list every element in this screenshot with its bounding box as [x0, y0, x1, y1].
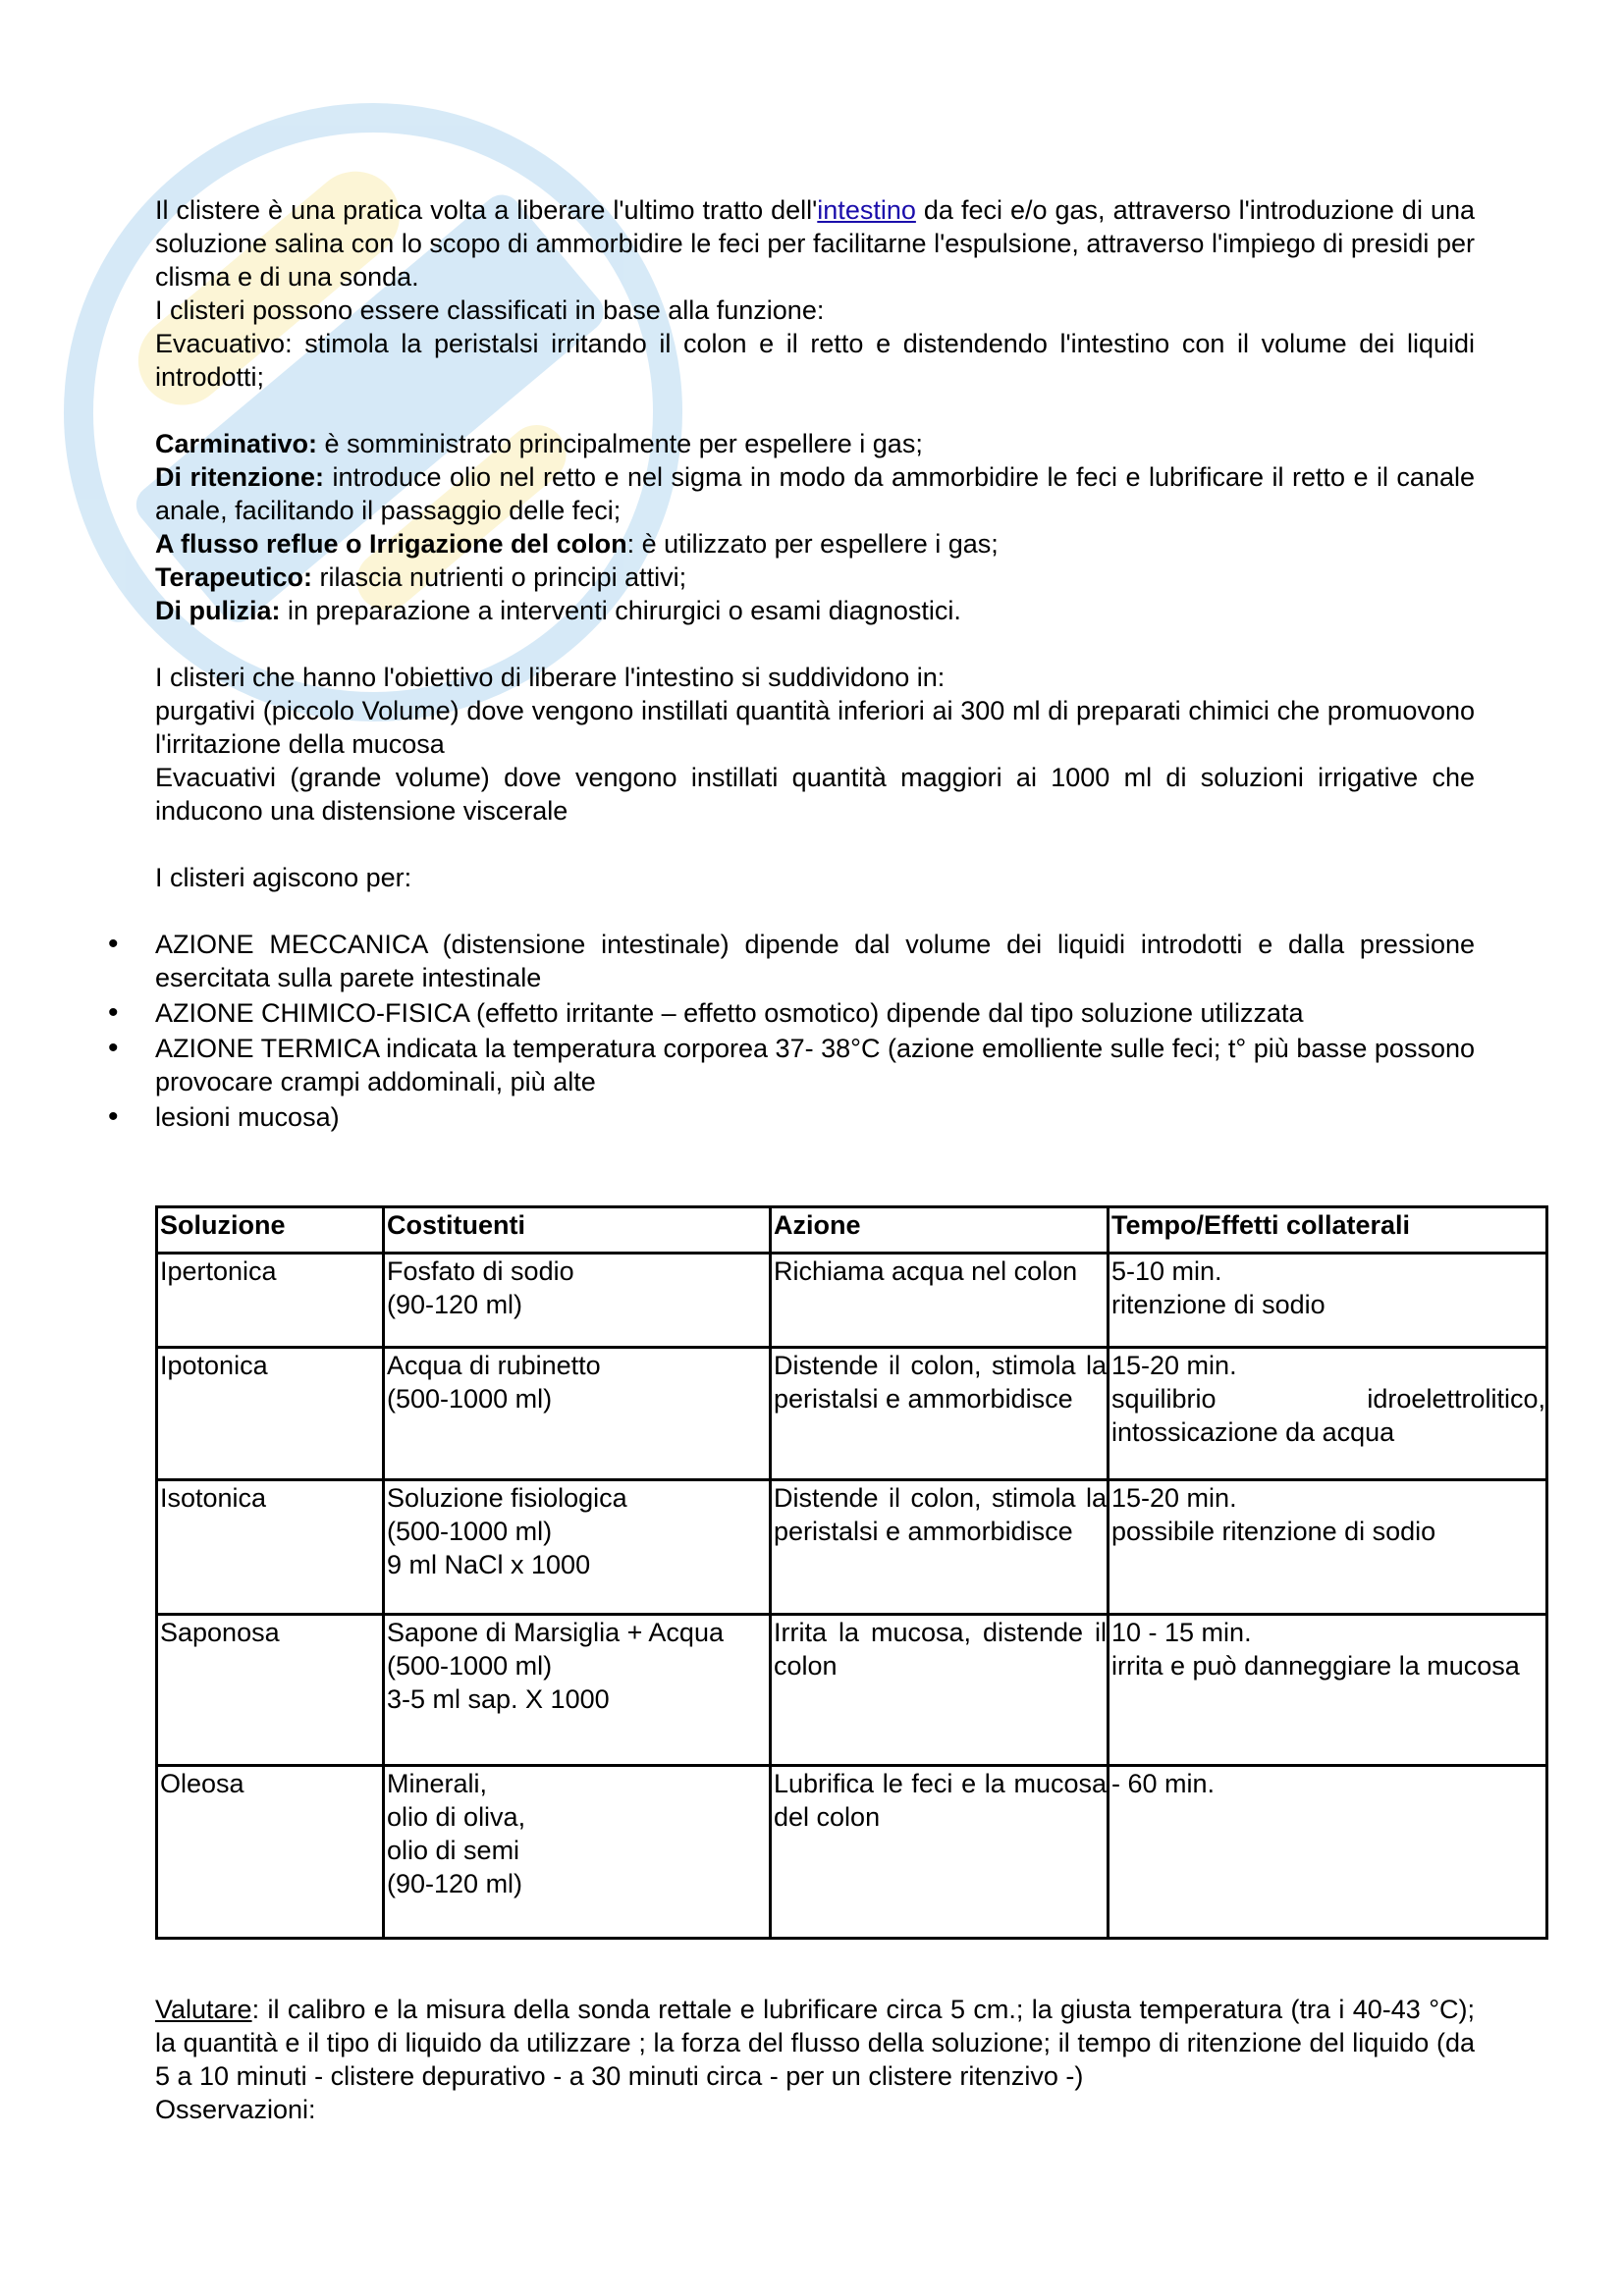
action-item: • AZIONE MECCANICA (distensione intestinale) dipende dal volume dei liquidi introdotti e dalla pressione esercitata sulla parete intestinale: [155, 928, 1475, 994]
table-row: [157, 1254, 1547, 1348]
cell-soluzione: Ipotonica: [157, 1348, 384, 1480]
type-carminativo: Carminativo: è somministrato principalmente per espellere i gas;: [155, 429, 923, 458]
table-row: [157, 1615, 1547, 1766]
subdivision-purgativi: purgativi (piccolo Volume) dove vengono instillati quantità inferiori ai 300 ml di preparati chimici che promuovono l'irritazione della mucosa: [155, 696, 1475, 759]
action-item: • AZIONE TERMICA indicata la temperatura corporea 37- 38°C (azione emolliente sulle feci; t° più basse possono provocare crampi addominali, più alte: [155, 1032, 1475, 1098]
cell-costituenti: Soluzione fisiologica (500-1000 ml) 9 ml NaCl x 1000: [384, 1480, 771, 1615]
cell-costituenti: Minerali, olio di oliva, olio di semi (90-120 ml): [384, 1766, 771, 1939]
intro-paragraph: Il clistere è una pratica volta a liberare l'ultimo tratto dell'intestino da feci e/o gas, attraverso l'introduzione di una soluzione salina con lo scopo di ammorbidire le feci per facilitarne l'espulsione, attraverso l'impiego di presidi per clisma e di una sonda.: [155, 195, 1476, 292]
cell-tempo: 15-20 min. possibile ritenzione di sodio: [1109, 1480, 1547, 1615]
cell-soluzione: Isotonica: [157, 1480, 384, 1615]
subdivision-lead: I clisteri che hanno l'obiettivo di liberare l'intestino si suddividono in:: [155, 663, 946, 692]
header-costituenti: Costituenti: [384, 1207, 771, 1254]
table-row: [157, 1480, 1547, 1615]
cell-azione: Lubrifica le feci e la mucosa del colon: [771, 1766, 1109, 1939]
subdivision-evacuativi: Evacuativi (grande volume) dove vengono instillati quantità maggiori ai 1000 ml di soluzioni irrigative che inducono una distensione viscerale: [155, 763, 1475, 826]
cell-azione: Distende il colon, stimola la peristalsi e ammorbidisce: [771, 1480, 1109, 1615]
action-item: • lesioni mucosa): [155, 1100, 1475, 1134]
cell-costituenti: Acqua di rubinetto (500-1000 ml): [384, 1348, 771, 1480]
closing-section: [155, 1993, 1475, 2126]
cell-tempo: 15-20 min. squilibrio idroelettrolitico, intossicazione da acqua: [1109, 1348, 1547, 1480]
cell-costituenti: Fosfato di sodio (90-120 ml): [384, 1254, 771, 1348]
evacuativo-definition: Evacuativo: stimola la peristalsi irritando il colon e il retto e distendendo l'intestino con il volume dei liquidi introdotti;: [155, 329, 1475, 392]
actions-lead: I clisteri agiscono per:: [155, 863, 412, 892]
cell-soluzione: Saponosa: [157, 1615, 384, 1766]
header-tempo-effetti: Tempo/Effetti collaterali: [1109, 1207, 1547, 1254]
header-soluzione: Soluzione: [157, 1207, 384, 1254]
actions-list: [155, 928, 1475, 1134]
type-ritenzione: Di ritenzione: introduce olio nel retto e nel sigma in modo da ammorbidire le feci e lubrificare il retto e il canale anale, facilitando il passaggio delle feci;: [155, 462, 1475, 525]
header-azione: Azione: [771, 1207, 1109, 1254]
cell-tempo: 5-10 min. ritenzione di sodio: [1109, 1254, 1547, 1348]
osservazioni-label: Osservazioni:: [155, 2095, 316, 2124]
cell-tempo: 10 - 15 min. irrita e può danneggiare la mucosa: [1109, 1615, 1547, 1766]
action-item: • AZIONE CHIMICO-FISICA (effetto irritante – effetto osmotico) dipende dal tipo soluzione utilizzata: [155, 996, 1475, 1030]
valutare-label: Valutare: [155, 1995, 252, 2024]
cell-azione: Irrita la mucosa, distende il colon: [771, 1615, 1109, 1766]
cell-azione: Distende il colon, stimola la peristalsi e ammorbidisce: [771, 1348, 1109, 1480]
classification-lead: I clisteri possono essere classificati in base alla funzione:: [155, 295, 825, 325]
table-row: [157, 1766, 1547, 1939]
cell-soluzione: Ipertonica: [157, 1254, 384, 1348]
type-flusso-reflue: A flusso reflue o Irrigazione del colon: è utilizzato per espellere i gas;: [155, 529, 999, 559]
cell-tempo: - 60 min.: [1109, 1766, 1547, 1939]
cell-soluzione: Oleosa: [157, 1766, 384, 1939]
cell-azione: Richiama acqua nel colon: [771, 1254, 1109, 1348]
table-row: [157, 1348, 1547, 1480]
type-terapeutico: Terapeutico: rilascia nutrienti o principi attivi;: [155, 562, 687, 592]
intestino-link[interactable]: intestino: [817, 195, 916, 225]
table-header-row: [157, 1207, 1547, 1254]
valutare-paragraph: Valutare: il calibro e la misura della sonda rettale e lubrificare circa 5 cm.; la giusta temperatura (tra i 40-43 °C); la quantità e il tipo di liquido da utilizzare ; la forza del flusso della soluzione; il tempo di ritenzione del liquido (da 5 a 10 minuti - clistere depurativo - a 30 minuti circa - per un clistere ritenzivo -): [155, 1995, 1475, 2091]
cell-costituenti: Sapone di Marsiglia + Acqua (500-1000 ml) 3-5 ml sap. X 1000: [384, 1615, 771, 1766]
solutions-table: [155, 1205, 1548, 1940]
type-pulizia: Di pulizia: in preparazione a interventi chirurgici o esami diagnostici.: [155, 596, 961, 625]
document-body: [155, 193, 1475, 1136]
